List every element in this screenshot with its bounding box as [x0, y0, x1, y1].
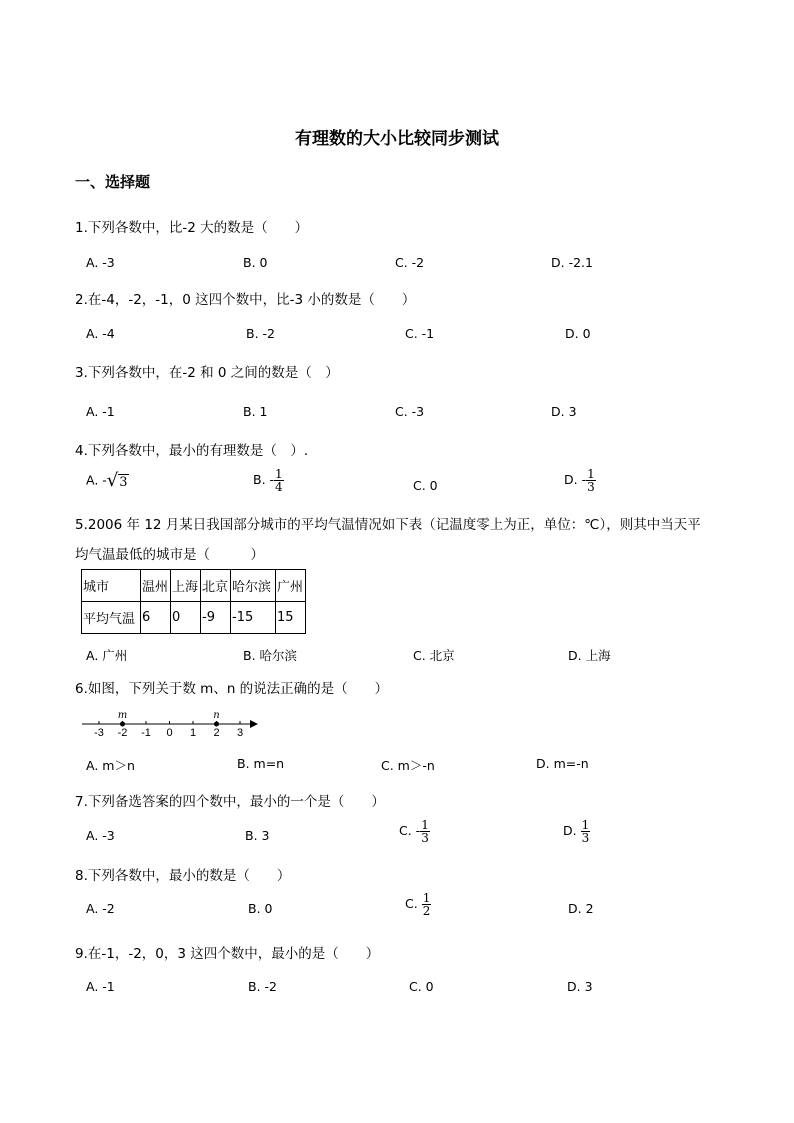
numerator: 1 [587, 467, 595, 481]
question-3-text: 3.下列各数中，在-2 和 0 之间的数是（ ） [75, 365, 339, 381]
numerator: 1 [581, 818, 590, 832]
point-n [214, 722, 219, 727]
denominator: 2 [422, 904, 431, 918]
radicand: 3 [119, 475, 128, 490]
question-4-text: 4.下列各数中，最小的有理数是（ ）. [75, 443, 309, 459]
q8-option-c-prefix: C. [405, 896, 422, 911]
q2-option-c: C. -1 [405, 326, 435, 341]
q9-option-a: A. -1 [86, 979, 115, 994]
q3-option-c: C. -3 [395, 404, 425, 419]
q4-option-a-prefix: A. - [86, 472, 107, 488]
denominator: 3 [581, 831, 590, 845]
q4-option-c: C. 0 [413, 478, 438, 493]
tick-label: -2 [117, 727, 128, 739]
question-9-text: 9.在-1，-2，0，3 这四个数中，最小的是（ ） [75, 946, 380, 962]
q7-option-d-prefix: D. [563, 823, 581, 838]
question-2-text: 2.在-4，-2，-1，0 这四个数中，比-3 小的数是（ ） [75, 292, 416, 308]
denominator: 3 [421, 831, 429, 845]
q2-option-a: A. -4 [86, 326, 115, 341]
table-row [82, 570, 306, 602]
tick-label: 1 [189, 727, 197, 739]
q3-option-d: D. 3 [551, 404, 577, 419]
page-title: 有理数的大小比较同步测试 [295, 129, 499, 149]
question-7-text: 7.下列备选答案的四个数中，最小的一个是（ ） [75, 794, 385, 810]
temperature-table [81, 569, 306, 634]
radical-sign-icon: √ [106, 470, 119, 491]
question-6-text: 6.如图，下列关于数 m、n 的说法正确的是（ ） [75, 681, 389, 697]
q9-option-c: C. 0 [409, 979, 434, 994]
numerator: 1 [275, 467, 283, 481]
tick-label: -3 [94, 727, 104, 739]
q9-option-b: B. -2 [248, 979, 277, 994]
number-line [80, 707, 262, 741]
fraction [422, 892, 432, 917]
table-row [82, 602, 306, 634]
table-cell: 6 [141, 602, 171, 634]
denominator: 4 [275, 480, 283, 494]
fraction [274, 468, 284, 493]
table-cell: 15 [276, 602, 306, 634]
question-8-text: 8.下列各数中，最小的数是（ ） [75, 868, 291, 884]
sqrt-expression [107, 472, 129, 490]
fraction [586, 468, 596, 493]
point-m-label: m [117, 710, 128, 721]
q8-option-a: A. -2 [86, 901, 115, 916]
denominator: 3 [587, 480, 595, 494]
q7-option-a: A. -3 [86, 828, 115, 843]
question-1-text: 1.下列各数中，比-2 大的数是（ ） [75, 220, 309, 236]
table-cell: 城市 [82, 570, 141, 602]
q5-option-d: D. 上海 [568, 648, 611, 663]
table-cell: 平均气温 [82, 602, 141, 634]
q8-option-b: B. 0 [248, 901, 273, 916]
q6-option-d: D. m=-n [536, 756, 589, 771]
q8-option-d: D. 2 [568, 901, 594, 916]
q6-option-c: C. m＞-n [381, 758, 435, 773]
table-cell: 北京 [201, 570, 231, 602]
question-5-text-line1: 5.2006 年 12 月某日我国部分城市的平均气温情况如下表（记温度零上为正，单位：℃），则其中当天平 [75, 517, 701, 533]
numerator: 1 [422, 891, 431, 905]
tick-label: 0 [166, 727, 173, 739]
q6-option-b: B. m=n [237, 756, 285, 771]
q1-option-d: D. -2.1 [551, 255, 593, 270]
table-cell: 0 [171, 602, 201, 634]
table-cell: -15 [231, 602, 276, 634]
q4-option-d-prefix: D. - [564, 472, 587, 487]
q1-option-b: B. 0 [243, 255, 268, 270]
tick-label: 2 [213, 727, 220, 739]
q4-option-b [253, 468, 284, 493]
q5-option-c: C. 北京 [413, 648, 455, 663]
q8-option-c [405, 892, 431, 917]
arrow-icon [250, 720, 258, 728]
point-m [120, 722, 125, 727]
q4-option-a [86, 472, 129, 490]
q1-option-a: A. -3 [86, 255, 115, 270]
q7-option-d [563, 819, 590, 844]
q4-option-b-prefix: B. - [253, 472, 275, 487]
q9-option-d: D. 3 [567, 979, 593, 994]
q3-option-a: A. -1 [86, 404, 115, 419]
point-n-label: n [213, 710, 220, 721]
q7-option-c-prefix: C. - [399, 823, 421, 838]
table-cell: 上海 [171, 570, 201, 602]
table-cell: 哈尔滨 [231, 570, 276, 602]
fraction [581, 819, 591, 844]
table-cell: 温州 [141, 570, 171, 602]
section-heading: 一、选择题 [75, 173, 151, 191]
table-cell: -9 [201, 602, 231, 634]
fraction [420, 819, 430, 844]
table-cell: 广州 [276, 570, 306, 602]
q6-option-a: A. m＞n [86, 758, 135, 773]
q3-option-b: B. 1 [243, 404, 268, 419]
q7-option-b: B. 3 [245, 828, 270, 843]
q2-option-b: B. -2 [246, 326, 275, 341]
q1-option-c: C. -2 [395, 255, 425, 270]
numerator: 1 [421, 818, 429, 832]
q4-option-d [564, 468, 596, 493]
q5-option-b: B. 哈尔滨 [243, 648, 298, 663]
tick-label: -1 [141, 727, 151, 739]
q7-option-c [399, 819, 430, 844]
tick-label: 3 [236, 727, 244, 739]
q5-option-a: A. 广州 [86, 648, 128, 663]
question-5-text-line2: 均气温最低的城市是（ ） [75, 547, 264, 563]
q2-option-d: D. 0 [565, 326, 591, 341]
